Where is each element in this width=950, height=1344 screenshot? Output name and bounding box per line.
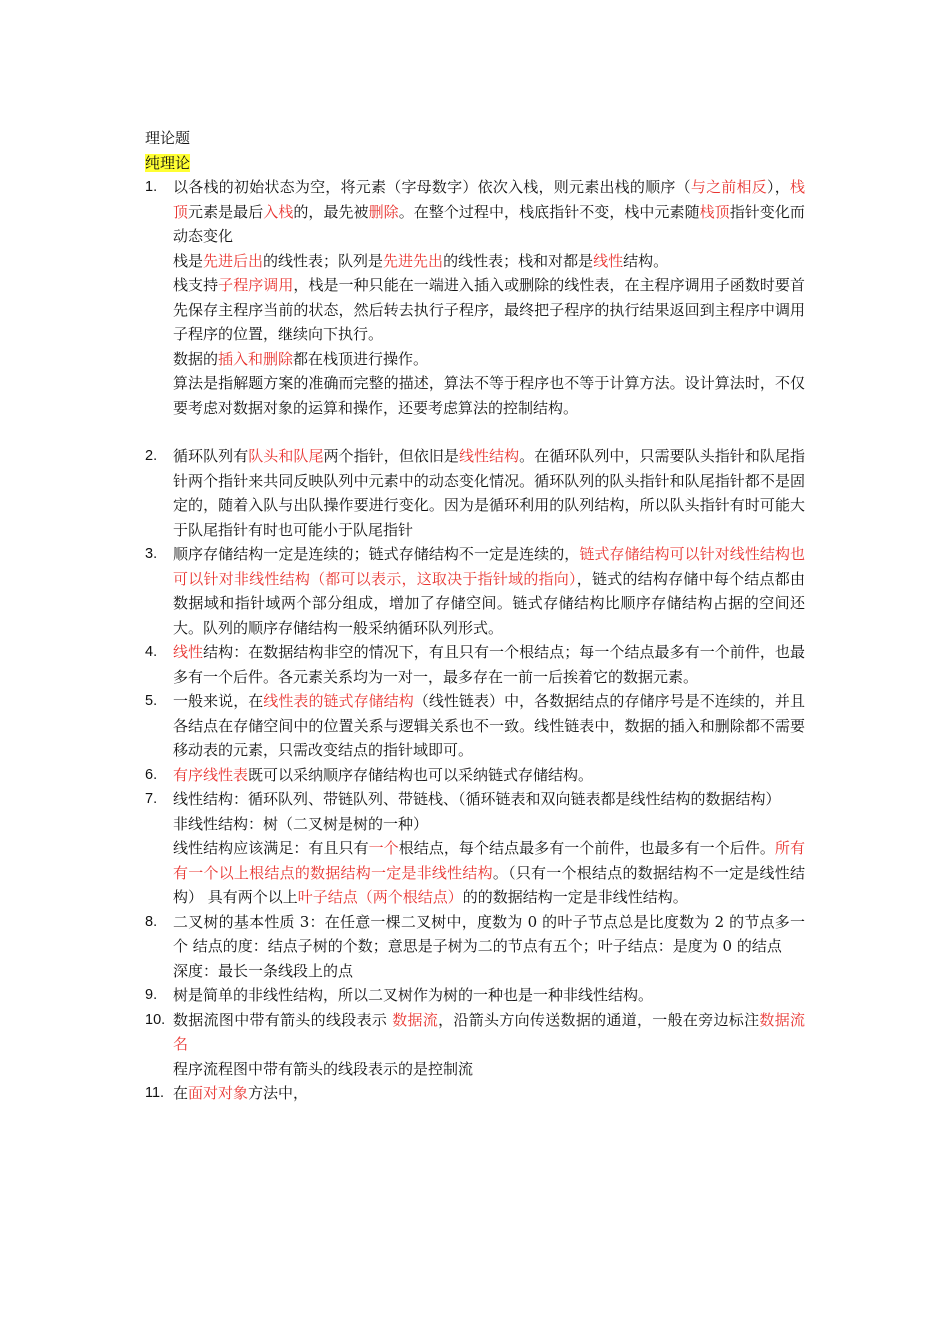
text-run: 指针变化而动态变化	[173, 202, 805, 245]
highlighted-text: 入栈	[263, 202, 294, 221]
item-number: 9.	[145, 987, 158, 1003]
item-paragraph	[173, 347, 805, 372]
list-item	[145, 763, 805, 788]
document-page	[145, 126, 805, 1106]
text-run: 循环队列有	[173, 447, 249, 465]
numbered-list	[145, 175, 805, 1106]
text-run: ），	[767, 178, 790, 196]
text-run: 。在整个过程中，栈底指针不变，栈中元素随	[398, 202, 700, 221]
text-run: 既可以采纳顺序存储结构也可以采纳链式存储结构。	[248, 765, 594, 784]
item-number: 10.	[145, 1011, 166, 1028]
text-run: 结构：在数据结构非空的情况下，有且只有一个根结点；每一个结点最多有一个前件，也最多有一个后件。各元素关系均为一对一，最多存在一前一后挨着它的数据元素。	[173, 643, 805, 686]
item-number: 4.	[145, 644, 158, 660]
item-paragraph	[173, 983, 805, 1008]
list-item	[145, 1008, 805, 1082]
item-paragraph	[173, 1057, 805, 1082]
item-paragraph	[173, 249, 805, 274]
item-paragraph	[173, 812, 805, 837]
highlighted-text: 删除	[368, 202, 399, 221]
highlighted-text: 链式存储结构可以针对线性结构也可以针对非线性结构（都可以表示，这取决于指针域的指向）	[173, 545, 805, 588]
item-paragraph	[173, 689, 805, 763]
doc-title: 理论题	[145, 129, 191, 147]
highlighted-text: 所有有一个以上根结点的数据结构一定是非线性结构	[173, 839, 805, 882]
item-paragraph	[173, 959, 805, 984]
text-run: 的的数据结构一定是非线性结构。	[462, 888, 688, 906]
list-item	[145, 689, 805, 763]
text-run: 的，最先被	[293, 202, 369, 221]
item-number: 1.	[145, 179, 158, 195]
blank-line	[145, 420, 805, 444]
text-run: 二叉树的基本性质 3：在任意一棵二叉树中，度数为 0 的叶子节点总是比度数为 2 的节点多一个 结点的度：结点子树的个数；意思是子树为二的节点有五个；叶子结点：是度为 0 的结点	[173, 912, 805, 955]
item-paragraph	[173, 175, 805, 249]
text-run: 都在栈顶进行操作。	[293, 349, 429, 368]
text-run: 。（只有一个根结点的数据结构不一定是线性结构） 具有两个以上	[173, 863, 805, 906]
item-paragraph	[173, 787, 805, 812]
highlighted-text: 数据流名	[173, 1010, 805, 1053]
highlighted-text: 线性表的链式存储结构	[263, 692, 414, 710]
text-run: 结构。	[623, 251, 669, 270]
highlighted-text: 有序线性表	[173, 765, 249, 784]
list-item	[145, 444, 805, 542]
text-run: 的线性表；队列是	[263, 251, 384, 270]
item-number: 5.	[145, 693, 158, 709]
item-paragraph	[173, 444, 805, 542]
item-paragraph	[173, 763, 805, 788]
item-number: 8.	[145, 913, 158, 930]
highlighted-text: 面对对象	[188, 1084, 249, 1102]
text-run: 根结点，每个结点最多有一个前件，也最多有一个后件。	[398, 839, 775, 857]
item-paragraph	[173, 836, 805, 910]
text-run: 栈支持	[173, 276, 219, 294]
highlighted-text: 栈顶	[173, 178, 805, 221]
item-paragraph	[173, 273, 805, 347]
text-run: 顺序存储结构一定是连续的；链式存储结构不一定是连续的，	[173, 545, 580, 563]
text-run: 程序流程图中带有箭头的线段表示的是控制流	[173, 1059, 474, 1078]
text-run: 线性结构应该满足：有且只有	[173, 839, 369, 857]
text-run: 非线性结构：树（二叉树是树的一种）	[173, 814, 429, 833]
text-run: 在	[173, 1084, 189, 1102]
highlighted-text: 线性	[593, 251, 624, 270]
text-run: 。在循环队列中，只需要队头指针和队尾指针两个指针来共同反映队列中元素中的动态变化情况。循环队列的队头指针和队尾指针都不是固定的，随着入队与出队操作要进行变化。因为是循环利用的队列结构，所以队头指针有时可能大于队尾指针有时也可能小于队尾指针	[173, 447, 805, 539]
item-paragraph	[173, 542, 805, 640]
item-number: 7.	[145, 791, 158, 807]
list-item	[145, 983, 805, 1008]
list-item	[145, 542, 805, 640]
subtitle-highlight: 纯理论	[145, 153, 191, 172]
item-paragraph	[173, 910, 805, 959]
item-paragraph	[173, 1008, 805, 1057]
text-run: 元素是最后	[188, 202, 264, 221]
text-run: 方法中，	[248, 1084, 309, 1102]
text-run: 数据流图中带有箭头的线段表示	[173, 1010, 393, 1029]
text-run: ，栈是一种只能在一端进入插入或删除的线性表，在主程序调用子函数时要首先保存主程序当前的状态，然后转去执行子程序，最终把子程序的执行结果返回到主程序中调用子程序的位置，继续向下执行。	[173, 276, 805, 343]
list-item	[145, 175, 805, 420]
item-paragraph	[173, 371, 805, 420]
highlighted-text: 先进先出	[383, 251, 444, 270]
item-number: 3.	[145, 546, 158, 562]
highlighted-text: 叶子结点（两个根结点）	[297, 888, 463, 906]
text-run: 两个指针，但依旧是	[323, 447, 459, 465]
text-run: 以各栈的初始状态为空，将元素（字母数字）依次入栈，则元素出栈的顺序（	[173, 178, 691, 196]
item-number: 6.	[145, 766, 158, 783]
text-run: （线性链表）中，各数据结点的存储序号是不连续的，并且各结点在存储空间中的位置关系与逻辑关系也不一致。线性链表中，数据的插入和删除都不需要移动表的元素，只需改变结点的指针域即可。	[173, 692, 805, 759]
text-run: 的线性表；栈和对都是	[443, 251, 594, 270]
list-item	[145, 1081, 805, 1106]
item-number: 11.	[145, 1085, 165, 1101]
text-run: 一般来说，在	[173, 692, 264, 710]
highlighted-text: 插入和删除	[218, 349, 294, 368]
highlighted-text: 队头和队尾	[248, 447, 324, 465]
highlighted-text: 先进后出	[203, 251, 264, 270]
item-number: 2.	[145, 448, 158, 464]
text-run: 算法是指解题方案的准确而完整的描述，算法不等于程序也不等于计算方法。设计算法时，不仅要考虑对数据对象的运算和操作，还要考虑算法的控制结构。	[173, 374, 805, 417]
highlighted-text: 线性	[173, 643, 204, 661]
text-run: ，链式的结构存储中每个结点都由数据域和指针域两个部分组成，增加了存储空间。链式存储结构比顺序存储结构占据的空间还大。队列的顺序存储结构一般采纳循环队列形式。	[173, 569, 805, 637]
text-run: 深度：最长一条线段上的点	[173, 961, 354, 980]
highlighted-text: 线性结构	[458, 447, 520, 465]
item-paragraph	[173, 640, 805, 689]
item-paragraph	[173, 1081, 805, 1106]
text-run: 线性结构：循环队列、带链队列、带链栈、（循环链表和双向链表都是线性结构的数据结构）	[173, 790, 781, 808]
list-item	[145, 910, 805, 984]
highlighted-text: 数据流	[392, 1010, 439, 1029]
list-item	[145, 640, 805, 689]
highlighted-text: 与之前相反	[690, 178, 767, 196]
text-run: 树是简单的非线性结构，所以二叉树作为树的一种也是一种非线性结构。	[173, 986, 654, 1004]
text-run: 数据的	[173, 349, 219, 368]
text-run: ，沿箭头方向传送数据的通道，一般在旁边标注	[438, 1010, 760, 1029]
text-run: 栈是	[173, 251, 204, 270]
list-item	[145, 787, 805, 910]
highlighted-text: 子程序调用	[218, 276, 294, 294]
doc-subtitle	[145, 151, 805, 176]
highlighted-text: 栈顶	[699, 202, 730, 221]
highlighted-text: 一个	[368, 839, 399, 857]
